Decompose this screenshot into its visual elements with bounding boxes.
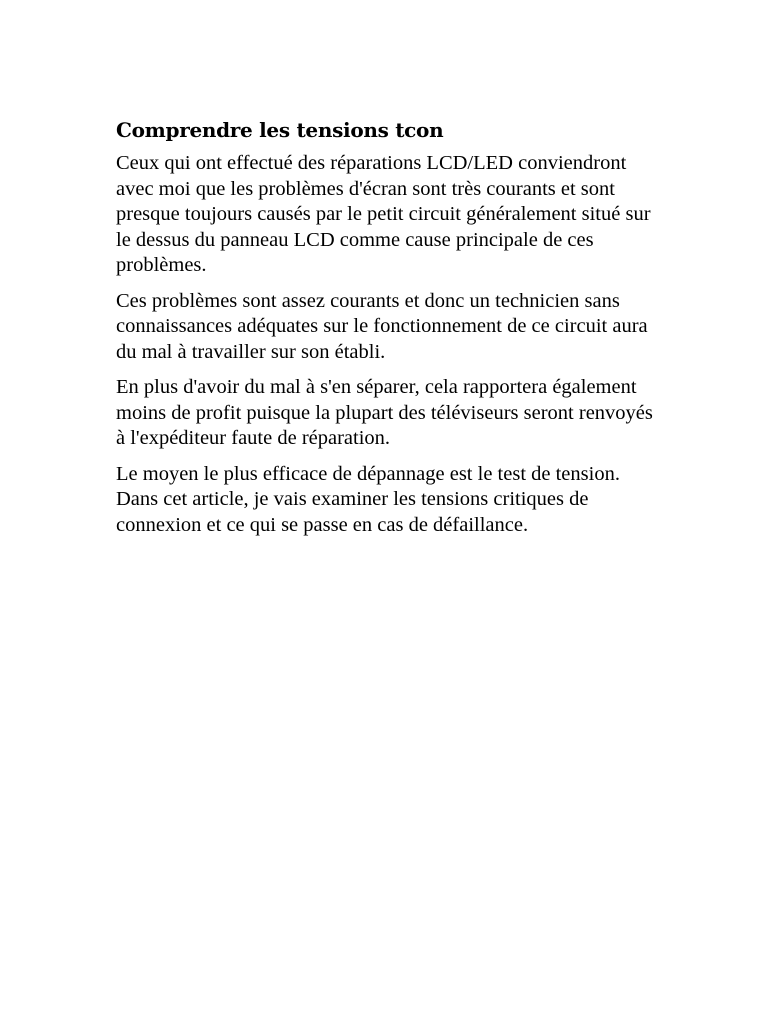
document-body: [116, 117, 656, 548]
paragraph-2: Ces problèmes sont assez courants et donc un technicien sans connaissances adéquates sur le fonctionnement de ce circuit aura du mal à travailler sur son établi.: [116, 289, 648, 363]
paragraph-3: En plus d'avoir du mal à s'en séparer, cela rapportera également moins de profit puisque la plupart des téléviseurs seront renvoyés à l'expéditeur faute de réparation.: [116, 376, 653, 449]
paragraph-1: Ceux qui ont effectué des réparations LCD/LED conviendront avec moi que les problèmes d'écran sont très courants et sont presque toujours causés par le petit circuit généralement situé sur le dessus du panneau LCD comme cause principale de ces problèmes.: [116, 152, 651, 276]
paragraph-4: Le moyen le plus efficace de dépannage est le test de tension. Dans cet article, je vais examiner les tensions critiques de connexion et ce qui se passe en cas de défaillance.: [116, 462, 620, 536]
document-title: Comprendre les tensions tcon: [116, 118, 444, 142]
